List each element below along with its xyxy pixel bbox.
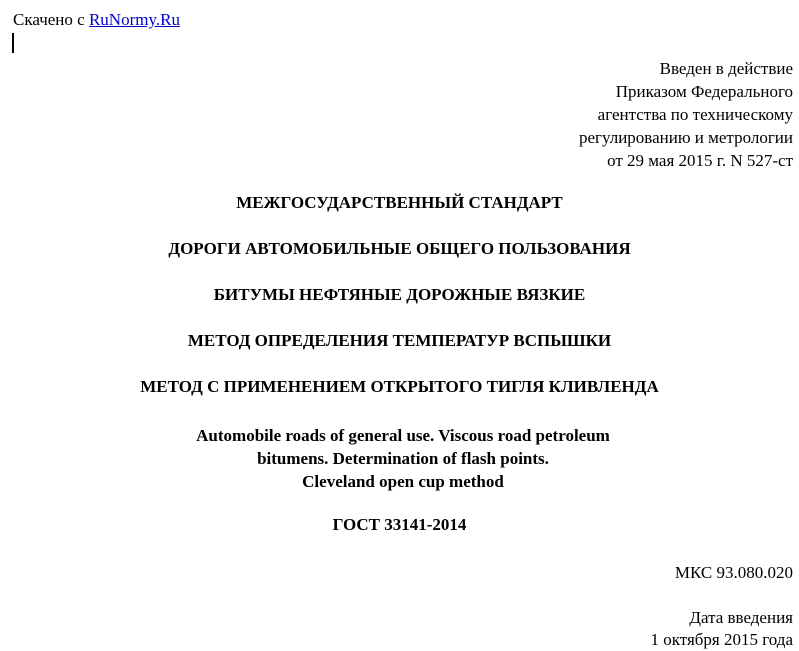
introduction-label: Дата введения bbox=[689, 608, 793, 627]
introduction-date-block bbox=[650, 607, 793, 651]
approval-line: Введен в действие bbox=[659, 59, 793, 78]
standard-type-heading: МЕЖГОСУДАРСТВЕННЫЙ СТАНДАРТ bbox=[236, 193, 563, 212]
gost-number: ГОСТ 33141-2014 bbox=[332, 515, 467, 534]
title-heading-cleveland: МЕТОД С ПРИМЕНЕНИЕМ ОТКРЫТОГО ТИГЛЯ КЛИВЛЕНДА bbox=[140, 377, 659, 396]
approval-line: Приказом Федерального bbox=[615, 82, 793, 101]
introduction-date: 1 октября 2015 года bbox=[650, 630, 793, 649]
english-title-line: bitumens. Determination of flash points. bbox=[257, 449, 549, 468]
approval-block bbox=[393, 57, 793, 172]
source-prefix: Скачено с bbox=[13, 10, 89, 29]
title-heading-method: МЕТОД ОПРЕДЕЛЕНИЯ ТЕМПЕРАТУР ВСПЫШКИ bbox=[187, 331, 612, 350]
english-title-line: Cleveland open cup method bbox=[302, 472, 504, 491]
title-heading-roads: ДОРОГИ АВТОМОБИЛЬНЫЕ ОБЩЕГО ПОЛЬЗОВАНИЯ bbox=[168, 239, 631, 258]
text-cursor bbox=[12, 33, 14, 53]
approval-line: агентства по техническому bbox=[597, 105, 793, 124]
approval-line: от 29 мая 2015 г. N 527-ст bbox=[607, 151, 793, 170]
title-heading-bitumens: БИТУМЫ НЕФТЯНЫЕ ДОРОЖНЫЕ ВЯЗКИЕ bbox=[213, 285, 586, 304]
mks-code: МКС 93.080.020 bbox=[674, 563, 793, 582]
english-title-line: Automobile roads of general use. Viscous road petroleum bbox=[196, 426, 610, 445]
approval-line: регулированию и метрологии bbox=[578, 128, 793, 147]
source-link[interactable]: RuNormy.Ru bbox=[88, 10, 180, 29]
source-line bbox=[13, 10, 180, 30]
english-title bbox=[0, 424, 799, 493]
